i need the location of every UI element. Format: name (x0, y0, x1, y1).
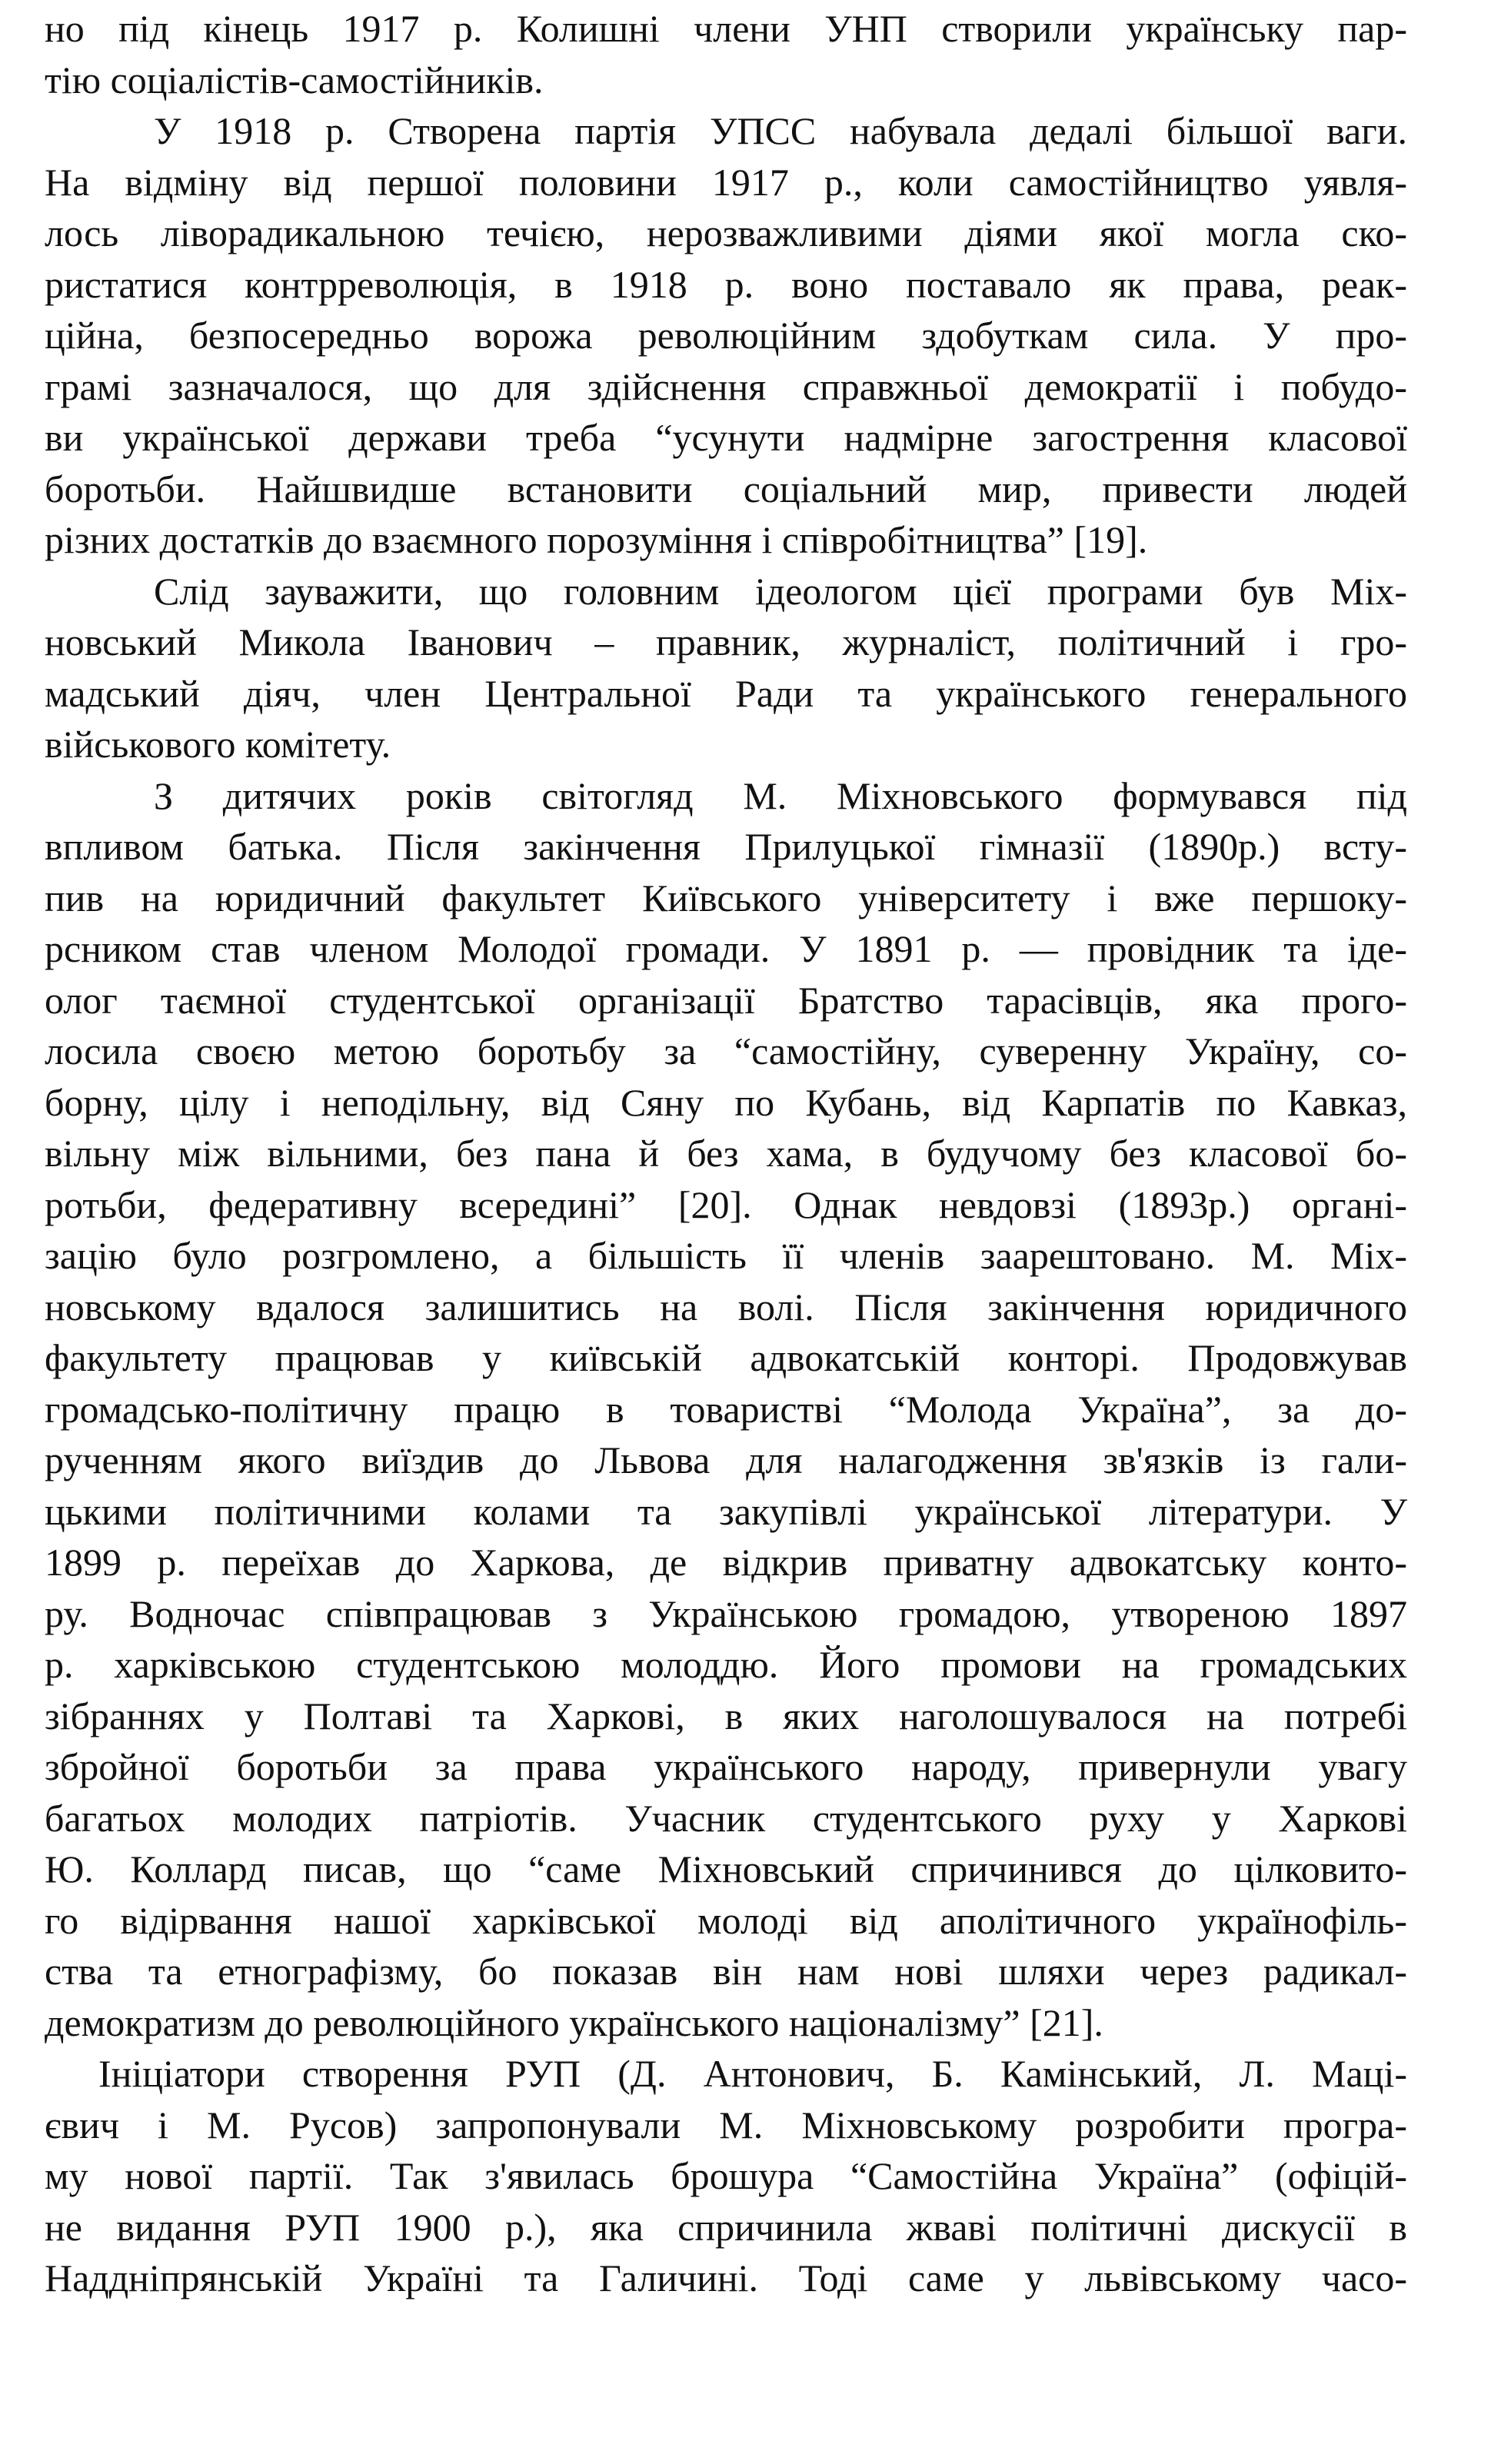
document-page (45, 3, 1407, 2304)
text-line: ви української держави треба “усунути надмірне загострення класової (45, 416, 1407, 459)
text-line: мадський діяч, член Центральної Ради та українського генерального (45, 671, 1407, 715)
text-line: рученням якого виїздив до Львова для налагодження зв'язків із гали- (45, 1438, 1407, 1481)
text-line: го відірвання нашої харківської молоді від аполітичного українофіль- (45, 1898, 1407, 1942)
text-line: ру. Водночас співпрацював з Українською громадою, утвореною 1897 (45, 1591, 1407, 1635)
text-line: новському вдалося залишитись на волі. Після закінчення юридичного (45, 1285, 1407, 1328)
text-line: Наддніпрянській Україні та Галичині. Тоді саме у львівському часо- (45, 2256, 1407, 2299)
text-line: тію соціалістів-самостійників. (45, 58, 544, 101)
text-line: новський Микола Іванович – правник, журналіст, політичний і гро- (45, 620, 1407, 663)
text-line: багатьох молодих патріотів. Учасник студентського руху у Харкові (45, 1796, 1407, 1840)
text-line: факультету працював у київській адвокатській конторі. Продовжував (45, 1336, 1407, 1379)
text-line: зацію було розгромлено, а більшість її членів заарештовано. М. Міх- (45, 1234, 1407, 1277)
text-line: боротьби. Найшвидше встановити соціальний мир, привести людей (45, 467, 1407, 510)
text-line: лось ліворадикальною течією, нерозважливими діями якої могла ско- (45, 211, 1407, 254)
text-line: З дитячих років світогляд М. Міхновського формувався під (154, 773, 1407, 817)
text-line: У 1918 р. Створена партія УПСС набувала дедалі більшої ваги. (154, 109, 1407, 152)
text-line: 1899 р. переїхав до Харкова, де відкрив приватну адвокатську конто- (45, 1541, 1407, 1584)
text-line: олог таємної студентської організації Братство тарасівців, яка прого- (45, 978, 1407, 1022)
text-line: Слід зауважити, що головним ідеологом цієї програми був Міх- (154, 569, 1407, 613)
text-line: р. харківською студентською молоддю. Його промови на громадських (45, 1643, 1407, 1686)
text-line: демократизм до революційного українського націоналізму” [21]. (45, 2000, 1103, 2044)
text-line: ристатися контрреволюція, в 1918 р. воно поставало як права, реак- (45, 262, 1407, 306)
text-line: ротьби, федеративну всередині” [20]. Однак невдовзі (1893р.) органі- (45, 1182, 1407, 1226)
text-line: цькими політичними колами та закупівлі української літератури. У (45, 1489, 1407, 1533)
text-line: пив на юридичний факультет Київського університету і вже першоку- (45, 876, 1407, 919)
text-line: громадсько-політичну працю в товаристві “Молода Україна”, за до- (45, 1387, 1407, 1431)
text-line: впливом батька. Після закінчення Прилуцької гімназії (1890р.) всту- (45, 825, 1407, 868)
text-line: військового комітету. (45, 723, 391, 766)
text-line: ства та етнографізму, бо показав він нам нові шляхи через радикал- (45, 1950, 1407, 1993)
text-line: лосила своєю метою боротьбу за “самостійну, суверенну Україну, со- (45, 1029, 1407, 1072)
text-line: різних достатків до взаємного порозуміння і співробітництва” [19]. (45, 518, 1148, 561)
text-line: не видання РУП 1900 р.), яка спричинила жваві політичні дискусії в (45, 2205, 1407, 2249)
text-line: Ініціатори створення РУП (Д. Антонович, Б. Камінський, Л. Маці- (98, 2052, 1407, 2095)
text-line: рсником став членом Молодої громади. У 1891 р. — провідник та іде- (45, 927, 1407, 970)
text-line: борну, цілу і неподільну, від Сяну по Кубань, від Карпатів по Кавказ, (45, 1080, 1407, 1124)
text-line: вільну між вільними, без пана й без хама, в будучому без класової бо- (45, 1132, 1407, 1175)
text-line: зібраннях у Полтаві та Харкові, в яких наголошувалося на потребі (45, 1694, 1407, 1737)
text-line: грамі зазначалося, що для здійснення справжньої демократії і побудо- (45, 364, 1407, 408)
text-line: На відміну від першої половини 1917 р., коли самостійництво уявля- (45, 160, 1407, 204)
text-line: євич і М. Русов) запропонували М. Міхновському розробити програ- (45, 2103, 1407, 2146)
text-line: но під кінець 1917 р. Колишні члени УНП створили українську пар- (45, 7, 1407, 50)
text-line: збройної боротьби за права українського народу, привернули увагу (45, 1745, 1407, 1788)
text-line: ційна, безпосередньо ворожа революційним здобуткам сила. У про- (45, 314, 1407, 357)
text-line: му нової партії. Так з'явилась брошура “Самостійна Україна” (офіцій- (45, 2154, 1407, 2197)
text-line: Ю. Коллард писав, що “саме Міхновський спричинився до цілковито- (45, 1847, 1407, 1890)
